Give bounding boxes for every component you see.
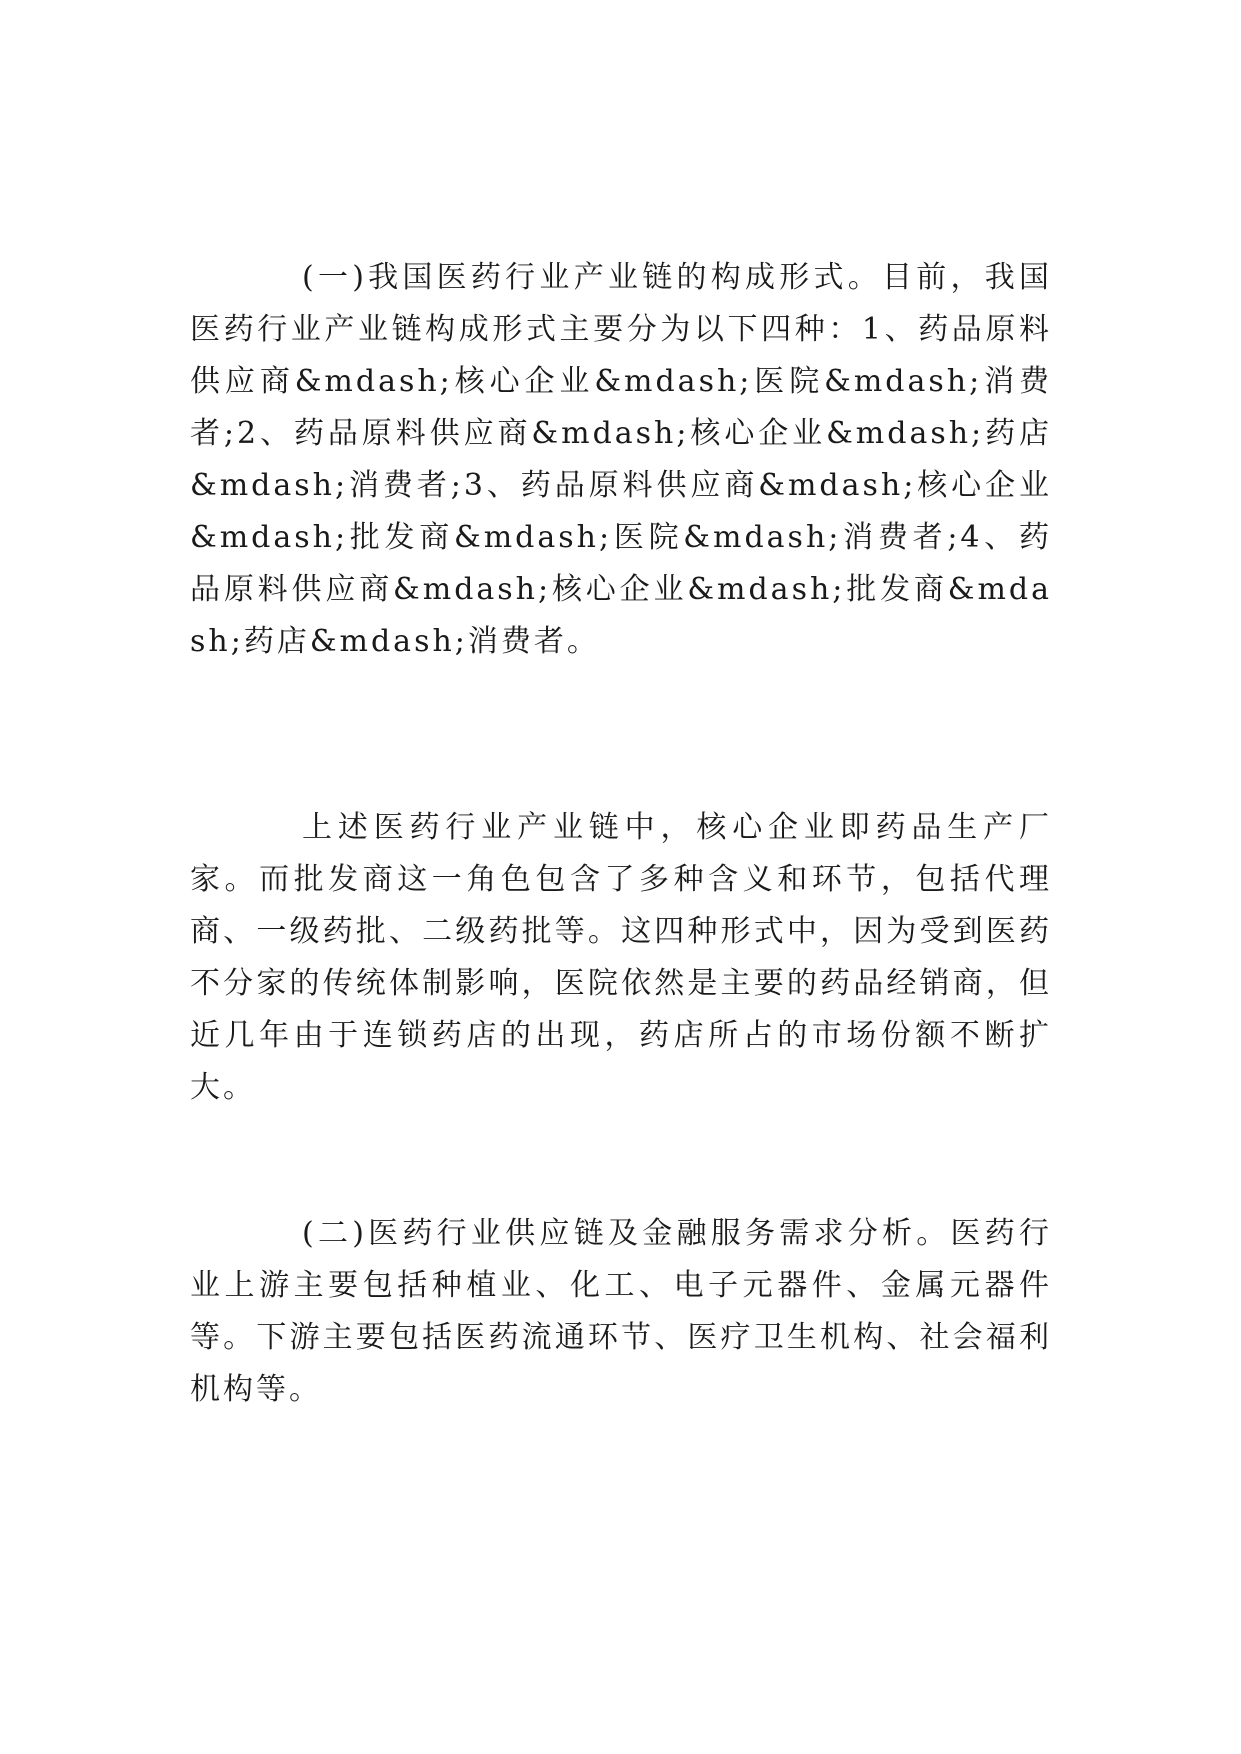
paragraph-core-enterprise-description: 上述医药行业产业链中，核心企业即药品生产厂家。而批发商这一角色包含了多种含义和环节，包括代理商、一级药批、二级药批等。这四种形式中，因为受到医药不分家的传统体制影响，医院依然是主要的药品经销商，但近几年由于连锁药店的出现，药店所占的市场份额不断扩大。 [190, 810, 1052, 1105]
paragraph-industry-chain-forms: (一)我国医药行业产业链的构成形式。目前，我国医药行业产业链构成形式主要分为以下四种：1、药品原料供应商&mdash;核心企业&mdash;医院&mdash;消费者;2、药品原料供应商&mdash;核心企业&mdash;药店&mdash;消费者;3、药品原料供应商&mdash;核心企业&mdash;批发商&mdash;医院&mdash;消费者;4、药品原料供应商&mdash;核心企业&mdash;批发商&mdash;药店&mdash;消费者。 [190, 260, 1052, 659]
paragraph-supply-chain-finance-analysis: (二)医药行业供应链及金融服务需求分析。医药行业上游主要包括种植业、化工、电子元器件、金属元器件等。下游主要包括医药流通环节、医疗卫生机构、社会福利机构等。 [190, 1216, 1052, 1407]
